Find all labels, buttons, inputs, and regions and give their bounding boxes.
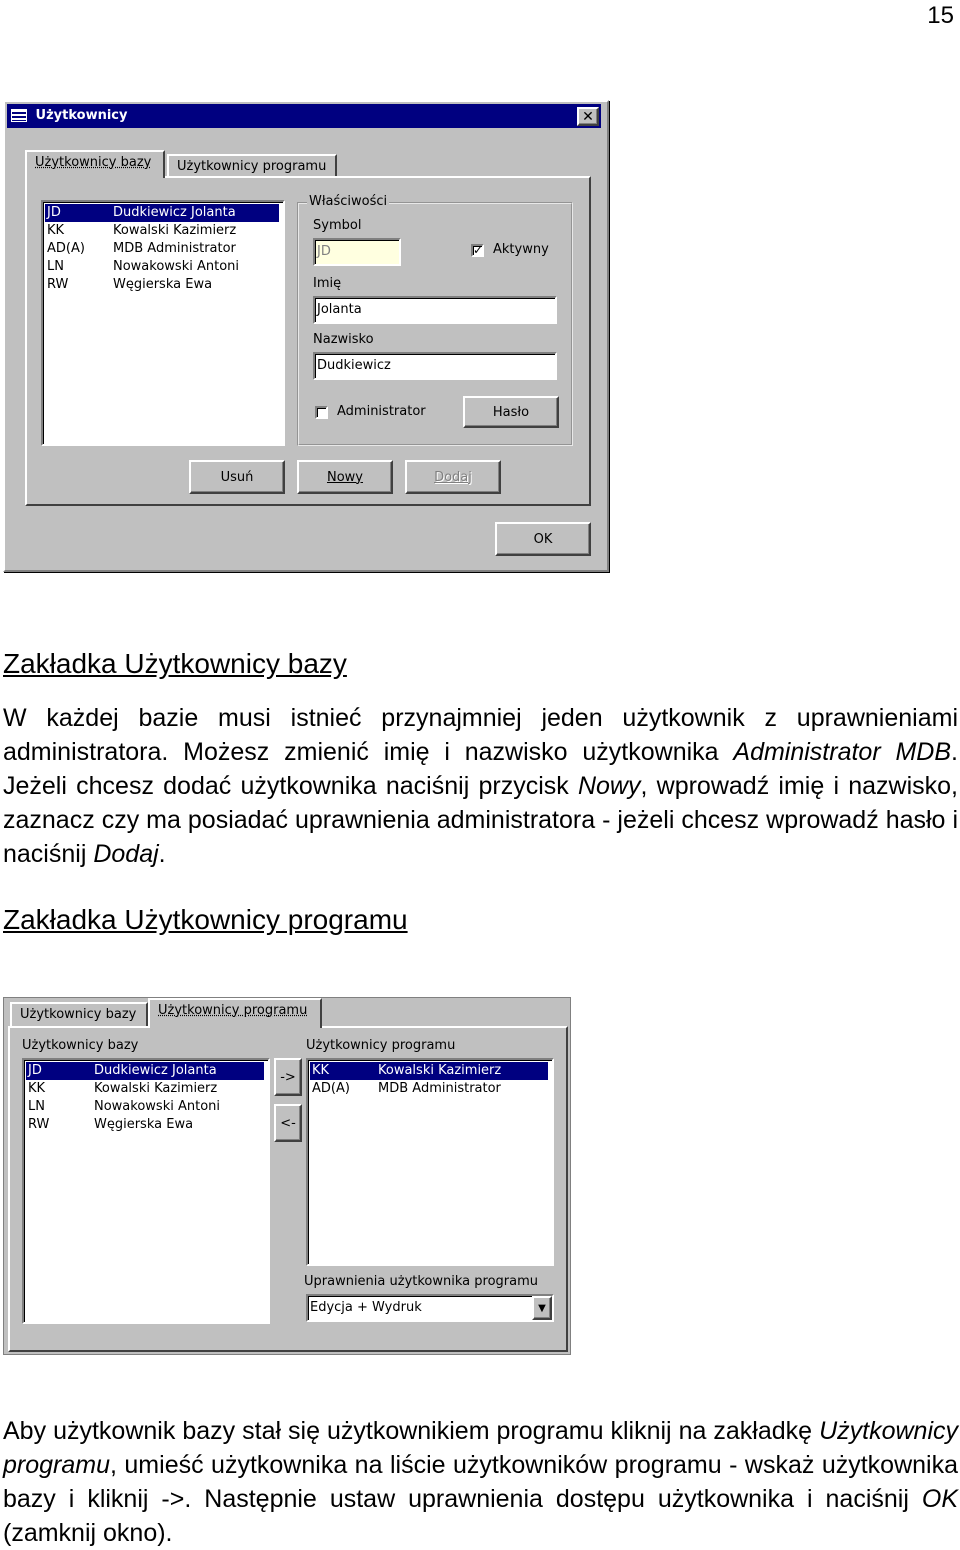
list-item[interactable]: JD Dudkiewicz Jolanta [45,204,279,222]
dialog-title-bar[interactable] [7,104,601,128]
arrow-left-icon: <- [280,1115,296,1131]
section3-paragraph: Aby użytkownik bazy stał się użytkownikiem programu kliknij na zakładkę Użytkownicy programu, umieść użytkownika na liście użytkowników programu - wskaż użytkownika bazy i kliknij ->. Następnie ustaw uprawnienia dostępu użytkownika i naciśnij OK (zamknij okno). [3,1417,958,1547]
page-number: 15 [927,2,954,29]
section2-heading: Zakładka Użytkownicy programu [3,904,408,935]
first-name-label: Imię [313,276,342,291]
ok-button[interactable]: OK [495,522,591,556]
program-users-panel [3,997,571,1355]
symbol-field[interactable]: JD [313,238,401,266]
users-dialog [3,100,609,572]
permissions-label: Uprawnienia użytkownika programu [304,1274,538,1289]
active-checkbox[interactable] [471,244,484,257]
remove-from-program-button[interactable] [274,1104,302,1142]
add-to-program-button[interactable] [274,1058,302,1096]
section1-heading: Zakładka Użytkownicy bazy [3,648,347,679]
program-users-list[interactable]: KK Kowalski Kazimierz AD(A) MDB Administrator [306,1058,554,1266]
tab-panel [25,176,591,506]
properties-group [297,194,573,446]
tab-panel [8,1026,568,1352]
checkmark-icon: ✓ [473,243,484,257]
arrow-right-icon: -> [280,1069,296,1085]
last-name-label: Nazwisko [313,332,374,347]
new-button[interactable]: Nowy [297,460,393,494]
users-list[interactable]: JD Dudkiewicz Jolanta KK Kowalski Kazimierz AD(A) MDB Administrator LN Nowakowski Antoni RW Węgierska Ewa [41,200,285,446]
list-item[interactable]: KK Kowalski Kazimierz [310,1062,548,1080]
add-button[interactable]: Dodaj [405,460,501,494]
administrator-checkbox[interactable] [315,406,328,419]
administrator-label: Administrator [337,404,426,419]
db-users-label: Użytkownicy bazy [22,1038,139,1053]
program-users-label: Użytkownicy programu [306,1038,456,1053]
delete-button[interactable]: Usuń [189,460,285,494]
window-icon [11,109,27,122]
dropdown-button[interactable] [532,1296,552,1320]
section1-paragraph: W każdej bazie musi istnieć przynajmniej jeden użytkownik z uprawnieniami administratora. Możesz zmienić imię i nazwisko użytkownika Administrator MDB. Jeżeli chcesz dodać użytkownika naciśnij przycisk Nowy, wprowadź imię i nazwisko, zaznacz czy ma posiadać uprawnienia administratora - jeżeli chcesz wprowadź hasło i naciśnij Dodaj. [3,704,959,868]
permissions-select[interactable]: Edycja + Wydruk ▼ [306,1294,554,1322]
tab-program-users[interactable]: Użytkownicy programu [148,998,322,1028]
first-name-field[interactable]: Jolanta [313,296,557,324]
last-name-field[interactable]: Dudkiewicz [313,352,557,380]
dialog-title: Użytkownicy [35,108,128,123]
close-button[interactable] [577,107,599,126]
symbol-label: Symbol [313,218,362,233]
list-item[interactable]: JD Dudkiewicz Jolanta [26,1062,264,1080]
active-label: Aktywny [493,242,549,257]
chevron-down-icon: ▼ [538,1302,546,1314]
tab-program-users[interactable]: Użytkownicy programu [167,154,337,178]
db-users-list[interactable]: JD Dudkiewicz Jolanta KK Kowalski Kazimierz LN Nowakowski Antoni RW Węgierska Ewa [22,1058,270,1324]
tab-db-users[interactable]: Użytkownicy bazy [25,150,165,178]
tab-db-users[interactable]: Użytkownicy bazy [10,1002,148,1028]
close-icon: ✕ [582,108,594,125]
password-button[interactable]: Hasło [463,396,559,428]
properties-label: Właściwości [309,194,388,209]
